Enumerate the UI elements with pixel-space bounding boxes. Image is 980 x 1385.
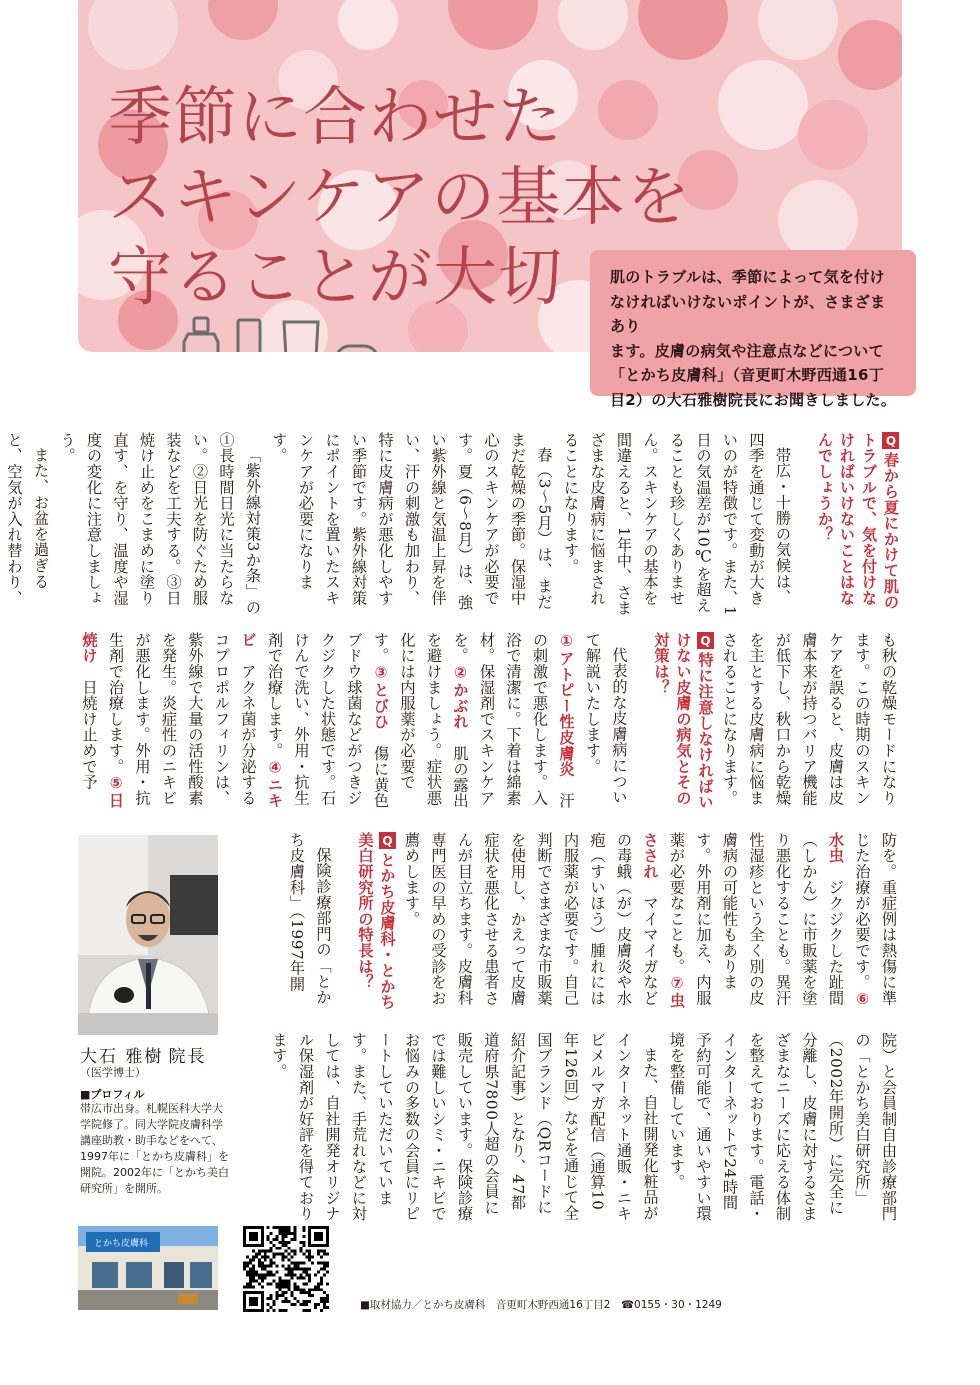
polka-dot [798, 100, 868, 170]
disease-text: マイマイガなどの毒蛾（が）皮膚炎や水疱（すいほう）腫れには内服薬が必要です。自己判断でさまざまな市販薬を使用し、かえって皮膚症状を悪化させる患者さんが目立ちます。皮膚科専門医の早めの受診をお薦めします。 [403, 832, 660, 1006]
lead-line: なければいけないポイントが、さまざまあり [610, 292, 886, 335]
question-mark-icon: Q [697, 632, 714, 649]
question-text: 春から夏にかけて肌のトラブルで、気を付けなければいけないことはなんでしょうか？ [816, 432, 900, 610]
article-bottom-tier-right [290, 832, 902, 1018]
doctor-degree: （医学博士） [80, 1066, 146, 1079]
polka-dot [778, 180, 858, 260]
polka-dot [718, 60, 808, 150]
polka-dot [558, 0, 628, 50]
disease-keyword: ⑤日焼け [80, 632, 125, 809]
lead-line: 「とかち皮膚科」（音更町木野西通16丁 [610, 366, 885, 384]
clinic-building-photo [78, 1226, 218, 1310]
disease-text: 肌の露出を避けましょう。症状悪化には内服薬が必要です。 [372, 632, 470, 809]
lead-line: 目2）の大石雅樹院長にお聞きしました。 [610, 390, 897, 409]
disease-keyword: ⑥水虫 [827, 832, 872, 1009]
doctor-title: 院長 [168, 1047, 207, 1067]
question-mark-icon: Q [379, 832, 396, 849]
question-text: 特に注意しなければいけない皮膚の病気とその対策は？ [652, 632, 715, 810]
disease-keyword: ①アトピー性皮膚炎 [557, 632, 576, 777]
question-heading [814, 432, 902, 618]
polka-dot [338, 0, 398, 50]
clinic-building-illustration [78, 1226, 218, 1310]
clinic-sign: とかち皮膚科 [94, 1239, 149, 1249]
body-paragraph: また、自社開発化粧品がインターネット通販・ニキビメルマガ配信（通算10年126回）などを通じて全国ブランド（QRコードに紹介記事）となり、47都道府県7800人超の会員に販売しています。保険診療では難しいシミ・ニキビでお悩みの多数の会員にリピートしていただいています。また、手荒れなどに対しては、自社開発オリジナル保湿剤が好評を得ております。 [270, 1032, 660, 1222]
doctor-name: 大石 雅樹 [80, 1047, 164, 1067]
body-paragraph: 代表的な皮膚病について解説いたします。 [584, 632, 629, 806]
disease-text: 汗の刺激で悪化します。入浴で清潔に。下着は綿素材。保湿剤でスキンケアを。 [451, 632, 576, 809]
polka-dot [448, 0, 538, 50]
disease-text: 傷に黄色ブドウ球菌などがつきジクジクした状態です。石けんで洗い、外用・抗生剤で治療します。 [266, 632, 390, 809]
doctor-portrait-illustration [78, 835, 218, 1035]
body-paragraph: も秋の乾燥モードになります。この時期のスキンケアを誤ると、皮膚は皮膚本来が持つバリア機能が低下し、秋口から乾燥を主とする皮膚病に悩まされることになります。 [721, 632, 898, 806]
body-paragraph: 院）と会員制自由診療部門の「とかち美白研究所」（2002年開所）に完全に分離し、皮膚に対するさまざまなニーズに応える体制を整えております。電話・インターネットで24時間予約可能で、通いやすい環境を整備しています。 [668, 1032, 898, 1222]
title-line-1: 季節に合わせた [108, 81, 563, 155]
disease-text: アクネ菌が分泌するコプロポルフィリンは、紫外線で大量の活性酸素を発生。炎症性のニキビが悪化します。外用・抗生剤で治療します。 [107, 632, 258, 806]
disease-keyword: ③とびひ [372, 663, 390, 730]
qr-code-icon[interactable] [243, 1226, 329, 1312]
question-text: とかち皮膚科・とかち美白研究所の特長は？ [356, 832, 397, 1010]
question-heading [355, 832, 399, 1018]
body-paragraph: 保険診療部門の「とかち皮膚科」（1997年開 [288, 832, 333, 1006]
polka-dot [208, 0, 278, 40]
doctor-portrait [78, 835, 218, 1035]
question-heading [651, 632, 717, 816]
polka-dot [88, 0, 178, 70]
disease-text: 日焼け止めで予 [80, 679, 99, 791]
credit-line: ■取材協力／とかち皮膚科 音更町木野西通16丁目2 ☎0155・30・1249 [360, 1299, 722, 1311]
polka-dot [638, 0, 728, 60]
profile-body: 帯広市出身。札幌医科大学大学院修了。同大学院皮膚科学講座助教・助手などをへて、1997年に「とかち皮膚科」を開院。2002年に「とかち美白研究所」を開所。 [80, 1102, 229, 1195]
profile-heading: ■プロフィル [80, 1088, 145, 1101]
lead-line: 肌のトラブルは、季節によって気を付け [610, 268, 885, 286]
cosmetic-bottles-icon [174, 316, 384, 352]
body-paragraph: 春（3〜5月）は、まだまだ乾燥の季節。保湿中心のスキンケアが必要です。夏（6〜8月）は、強い紫外線と気温上昇を伴い、汗の刺激も加わり、特に皮膚病が悪化しやすい季節です。紫外線対策にポイントを置いたスキンケアが必要になります。 [270, 432, 554, 611]
disease-text: ジクジクした趾間（しかん）に市販薬を塗り悪化することも。異汗性湿疹という全く別の皮膚病の可能性もあります。外用剤に加え、内服薬が必要なことも。 [668, 832, 845, 1006]
title-line-2: スキンケアの基本を [108, 161, 692, 235]
body-paragraph [399, 832, 903, 1018]
article-top-tier [5, 432, 902, 618]
question-mark-icon: Q [882, 432, 899, 449]
disease-keyword: ④ニキビ [239, 632, 284, 809]
body-paragraph: 「紫外線対策3か条」の①長時間日光に当たらない。②日光を防ぐため服装などを工夫する。③日焼け止めをこまめに塗り直す、を守り、温度や湿度の変化に注意しましょう。 [58, 432, 262, 616]
body-paragraph [76, 632, 580, 816]
body-paragraph: また、お盆を過ぎると、空気が入れ替わり、 [5, 432, 50, 606]
disease-text: 防を。重症例は熱傷に準じた治療が必要です。 [853, 832, 898, 1006]
disease-keyword: ②かぶれ [451, 663, 470, 730]
lead-box [590, 250, 916, 409]
body-paragraph: 帯広・十勝の気候は、四季を通じて変動が大きいのが特徴です。また、1日の気温差が10℃を超えることも珍しくありません。スキンケアの基本を間違えると、1年中、さまざまな皮膚病に悩まされることになります。 [562, 432, 792, 617]
article-bottom-tier-left [270, 1032, 902, 1222]
disease-keyword: ⑦虫さされ [641, 832, 686, 1009]
polka-dot [758, 0, 838, 60]
article-middle-tier [80, 632, 902, 816]
polka-dot [838, 20, 902, 90]
title-line-3: 守ることが大切 [108, 241, 563, 315]
lead-line: ます。皮膚の病気や注意点などについて [610, 341, 884, 360]
